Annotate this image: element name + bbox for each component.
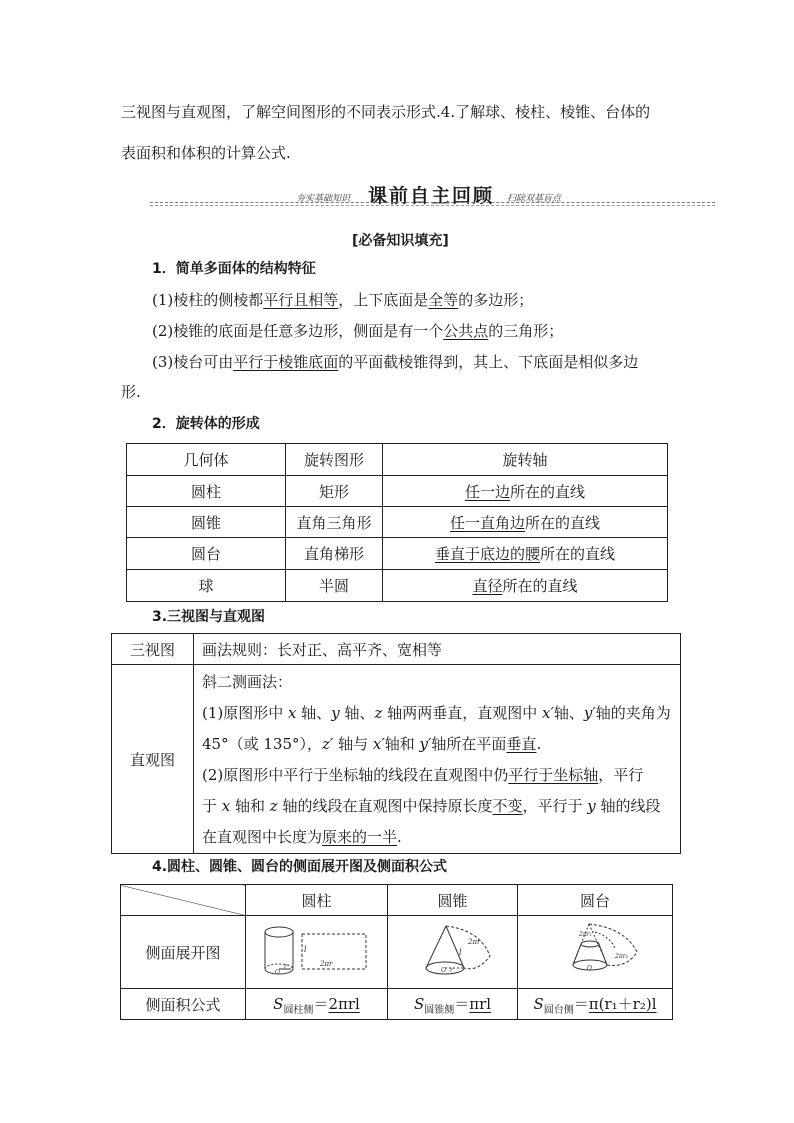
table-row: 球 半圆 直径所在的直线 [127,570,668,602]
svg-text:l: l [458,948,462,957]
views-table [111,633,681,854]
views-label-direct: 直观图 [112,665,194,854]
s1-heading: 1．简单多面体的结构特征 [152,261,316,277]
svg-text:O: O [587,965,592,972]
views-label-three: 三视图 [112,634,194,665]
section-header-right: 扫除双基盲点 [507,194,562,204]
intro-line-1: 三视图与直观图，了解空间图形的不同表示形式.4.了解球、棱柱、棱锥、台体的 [121,103,651,121]
svg-text:2πr₂: 2πr₂ [615,953,629,960]
s2-heading: 2．旋转体的形成 [152,416,260,432]
cylinder-unfold-diagram [246,916,388,989]
section-header-title: 课前自主回顾 [368,185,495,207]
surface-header-cylinder: 圆柱 [246,885,388,916]
svg-text:r: r [449,967,453,974]
svg-text:2πr: 2πr [467,938,480,946]
s1-item-1: (1)棱柱的侧棱都平行且相等，上下底面是全等的多边形； [152,291,534,309]
rotation-header-shape: 旋转图形 [286,444,383,476]
frustum-unfold-diagram [518,916,673,989]
surface-header-frustum: 圆台 [518,885,673,916]
svg-text:O: O [274,969,280,976]
rotation-table [126,443,668,602]
views-direct-text: 斜二测画法： (1)原图形中 x 轴、y 轴、z 轴两两垂直，直观图中 x′轴、y′轴的夹角为 45°（或 135°），z′ 轴与 x′轴和 y′轴所在平面垂直. (2)原图形中平行于坐标轴的线段在直观图中仍平行于坐标轴，平行 于 x 轴和 z 轴的线段在直观图中保持原长度不变，平行于 y 轴的线段 在直观图中长度为原来的一半. [194,665,681,854]
diagonal-header-cell [121,885,246,916]
surface-table [120,884,673,1020]
cone-unfold-diagram [388,916,518,989]
s1-item-3: (3)棱台可由平行于棱锥底面的平面截棱锥得到，其上、下底面是相似多边 [152,353,639,371]
rotation-header-axis: 旋转轴 [383,444,668,476]
table-row: 圆柱 矩形 任一边所在的直线 [127,476,668,507]
surface-header-cone: 圆锥 [388,885,518,916]
svg-text:2πr₁: 2πr₁ [579,931,593,938]
formula-cylinder: $S_{圆柱侧}=2\pi rl$ [246,989,388,1020]
svg-text:r: r [283,963,287,970]
s4-heading: 4.圆柱、圆锥、圆台的侧面展开图及侧面积公式 [152,859,448,875]
s3-heading: 3.三视图与直观图 [152,609,266,625]
knowledge-box-title: [必备知识填充] [352,233,449,249]
intro-line-2: 表面积和体积的计算公式. [121,144,291,162]
table-row: 圆锥 直角三角形 任一直角边所在的直线 [127,507,668,538]
s1-item-2: (2)棱锥的底面是任意多边形，侧面是有一个公共点的三角形； [152,322,564,340]
svg-text:O: O [440,967,446,974]
section-header [150,183,715,205]
s1-item-3-cont: 形. [121,383,141,401]
section-header-left: 夯实基础知识 [296,194,351,204]
surface-label-unfold: 侧面展开图 [121,916,246,989]
rotation-header-body: 几何体 [127,444,286,476]
table-row: 圆台 直角梯形 垂直于底边的腰所在的直线 [127,538,668,570]
formula-frustum: $S_{圆台侧}=\pi(r_1+r_2)l$ [518,989,673,1020]
label-2pir: 2πr [319,960,332,968]
surface-label-formula: 侧面积公式 [121,989,246,1020]
label-l: l [303,945,307,954]
formula-cone: $S_{圆锥侧}=\pi rl$ [388,989,518,1020]
views-rule-text: 画法规则：长对正、高平齐、宽相等 [194,634,681,665]
